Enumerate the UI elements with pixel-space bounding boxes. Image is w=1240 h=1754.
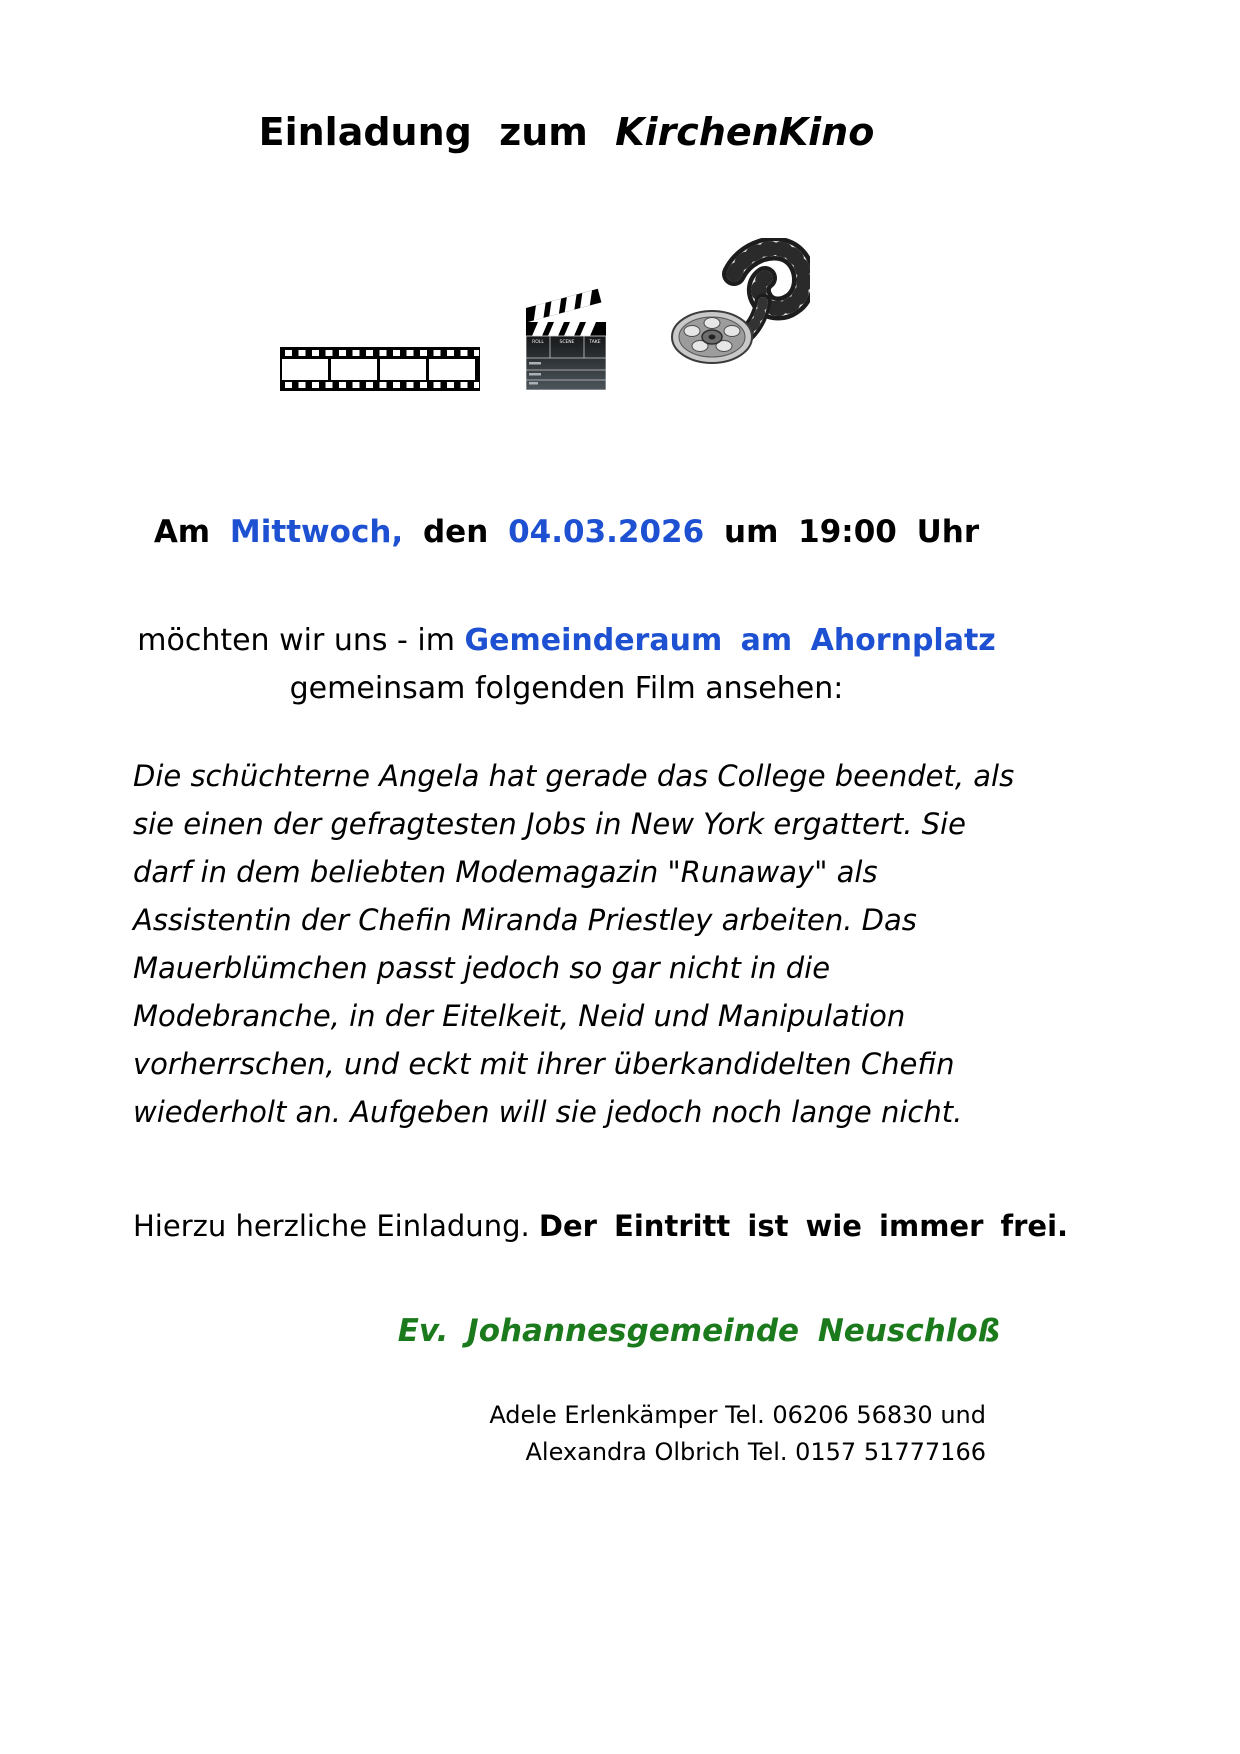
location-line-1-regular: möchten wir uns - im <box>137 623 455 658</box>
location-line-2: gemeinsam folgenden Film ansehen: <box>289 671 844 706</box>
page-title-italic: KirchenKino <box>615 110 875 154</box>
synopsis-line: darf in dem beliebten Modemagazin "Runaway" als <box>133 855 878 889</box>
synopsis-line: Die schüchterne Angela hat gerade das College beendet, als <box>133 759 1015 793</box>
clapperboard-roll-label: ROLL <box>532 340 544 345</box>
contact-line-2: Alexandra Olbrich Tel. 0157 51777166 <box>525 1438 986 1466</box>
synopsis-line: vorherrschen, und eckt mit ihrer überkandidelten Chefin <box>133 1047 955 1081</box>
film-synopsis <box>133 752 1014 1136</box>
film-reel-image <box>670 238 810 366</box>
clapperboard-take-label: TAKE <box>589 340 601 345</box>
synopsis-line: Assistentin der Chefin Miranda Priestley arbeiten. Das <box>133 903 917 937</box>
date-value: 04.03.2026 <box>508 514 705 550</box>
time-text: um 19:00 Uhr <box>724 514 980 550</box>
film-strip-image <box>280 347 480 391</box>
location-name: Gemeinderaum am Ahornplatz <box>464 623 996 658</box>
weekday-text: Mittwoch, <box>229 514 404 550</box>
document-content <box>133 0 1069 1754</box>
cinema-images-row <box>133 238 1000 398</box>
clapperboard-image <box>526 278 606 390</box>
synopsis-line: Mauerblümchen passt jedoch so gar nicht in die <box>133 951 831 985</box>
date-mid: den <box>422 514 489 550</box>
invitation-line <box>133 1209 1069 1243</box>
date-line <box>133 514 1000 550</box>
contact-line-1: Adele Erlenkämper Tel. 06206 56830 und <box>489 1401 986 1429</box>
invitation-regular: Hierzu herzliche Einladung. <box>133 1209 539 1243</box>
page-title <box>133 110 1000 154</box>
location-line-1 <box>133 617 1000 665</box>
location-block <box>133 617 1000 713</box>
synopsis-line: sie einen der gefragtesten Jobs in New York ergattert. Sie <box>133 807 966 841</box>
clapperboard-scene-label: SCENE <box>559 340 575 345</box>
invitation-bold: Der Eintritt ist wie immer frei. <box>538 1209 1069 1243</box>
contact-block <box>133 1397 1000 1471</box>
page-title-regular: Einladung zum <box>258 110 588 154</box>
synopsis-line: wiederholt an. Aufgeben will sie jedoch noch lange nicht. <box>133 1095 963 1129</box>
signature-line: Ev. Johannesgemeinde Neuschloß <box>397 1313 1000 1349</box>
synopsis-line: Modebranche, in der Eitelkeit, Neid und Manipulation <box>133 999 906 1033</box>
date-prefix: Am <box>153 514 211 550</box>
